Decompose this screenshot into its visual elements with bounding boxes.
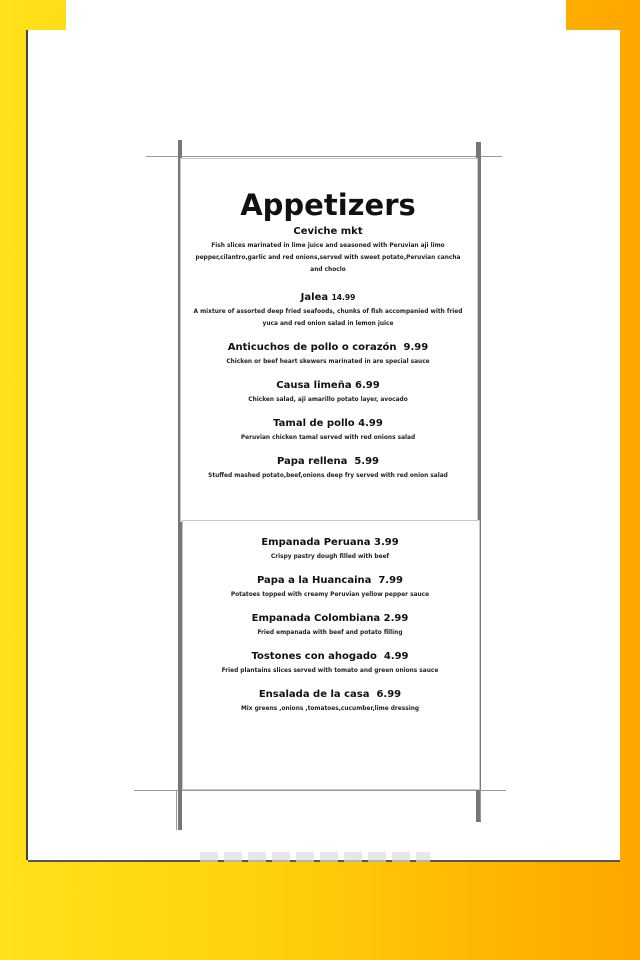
item-name: Causa limeña — [276, 380, 352, 391]
item-description: Chicken or beef heart skewers marinated in are special sauce — [226, 357, 430, 365]
menu-item — [182, 536, 478, 562]
faded-text-strip — [200, 852, 430, 862]
item-name: Empanada Colombiana — [251, 613, 381, 624]
bottom-items-list — [182, 536, 478, 726]
item-description: Stuffed mashed potato,beef,onions deep fry served with red onion salad — [208, 471, 448, 479]
item-name: Tamal de pollo — [273, 418, 355, 429]
item-description: Mix greens ,onions ,tomatoes,cucumber,lime dressing — [240, 704, 420, 712]
item-price: 5.99 — [354, 456, 380, 467]
top-white-strip — [66, 0, 566, 30]
item-description: Fried empanada with beef and potato filling — [257, 628, 403, 636]
menu-item — [180, 455, 476, 481]
item-price: 7.99 — [378, 575, 404, 586]
item-description: Crispy pastry dough filled with beef — [270, 552, 390, 560]
item-price: 6.99 — [376, 689, 402, 700]
item-price: 3.99 — [374, 537, 399, 548]
menu-item — [182, 650, 478, 676]
menu-item — [182, 688, 478, 714]
menu-item — [180, 291, 476, 329]
item-price: 4.99 — [383, 651, 409, 662]
item-description: A mixture of assorted deep fried seafoods, chunks of fish accompanied with fried yuca and red onion salad in lemon juice — [193, 307, 463, 327]
item-price: 6.99 — [355, 380, 380, 391]
menu-item — [182, 574, 478, 600]
item-price: 2.99 — [383, 613, 409, 624]
item-price: 9.99 — [403, 342, 429, 353]
item-name: Empanada Peruana — [261, 537, 371, 548]
item-description: Potatoes topped with creamy Peruvian yellow pepper sauce — [230, 590, 430, 598]
item-name: Papa rellena — [276, 456, 348, 467]
item-description: Fried plantains slices served with tomato and green onions sauce — [221, 666, 439, 674]
item-description: Chicken salad, aji amarillo potato layer, avocado — [248, 395, 408, 403]
item-name: Ceviche mkt — [293, 226, 363, 237]
menu-item — [180, 341, 476, 367]
item-name: Ensalada de la casa — [258, 689, 370, 700]
item-name: Tostones con ahogado — [251, 651, 377, 662]
item-price: 14.99 — [331, 293, 356, 302]
menu-title: Appetizers — [240, 188, 416, 222]
menu-item — [180, 225, 476, 275]
item-description: Fish slices marinated in lime juice and seasoned with Peruvian aji limo pepper,cilantro,garlic and red onions,served with sweet potato,Peruvian cancha and choclo — [195, 241, 461, 273]
item-name: Anticuchos de pollo o corazón — [227, 342, 397, 353]
menu-item — [180, 417, 476, 443]
item-name: Jalea — [300, 292, 329, 303]
item-price: 4.99 — [358, 418, 383, 429]
menu-item — [180, 379, 476, 405]
menu-item — [182, 612, 478, 638]
item-name: Papa a la Huancaina — [256, 575, 372, 586]
top-items-list — [180, 225, 476, 493]
item-description: Peruvian chicken tamal served with red onions salad — [240, 433, 416, 441]
